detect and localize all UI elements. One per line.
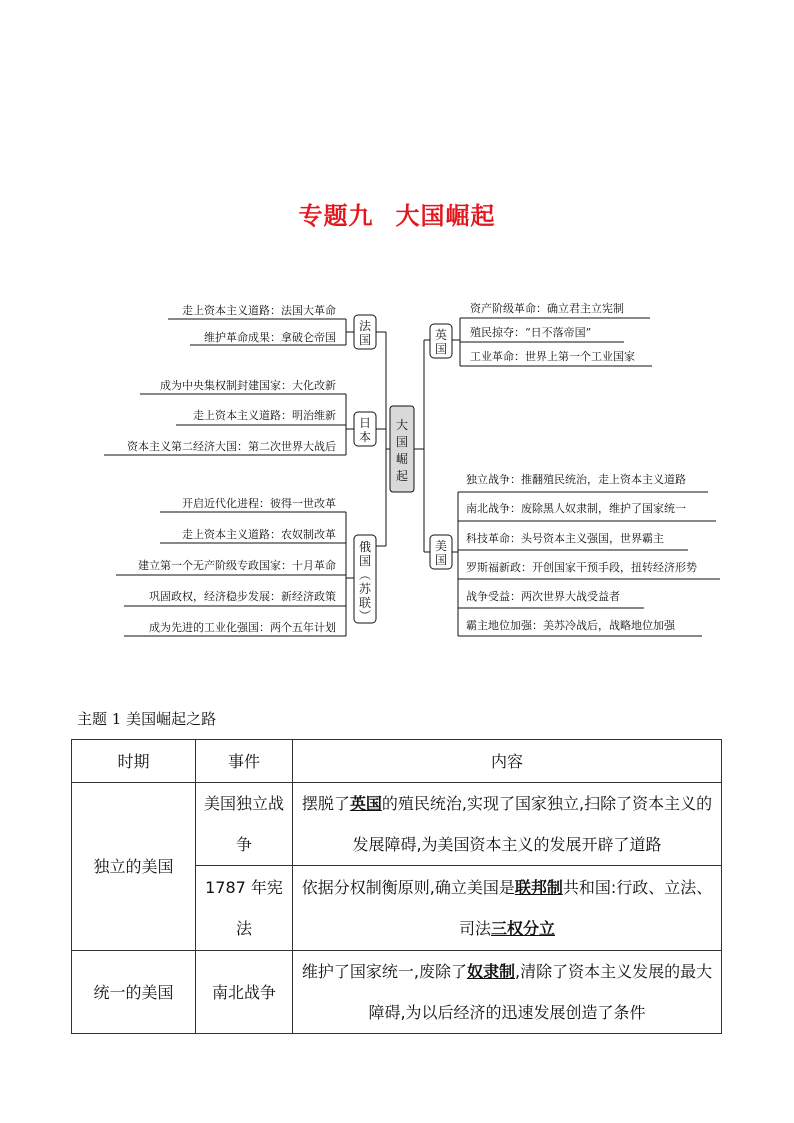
center-char: 崛 xyxy=(395,452,409,466)
key-term: 联邦制 xyxy=(514,878,563,897)
usa-item: 南北战争：废除黑人奴隶制，维护了国家统一 xyxy=(466,502,686,515)
japan-item: 成为中央集权制封建国家：大化改新 xyxy=(160,379,336,392)
japan-char: 本 xyxy=(358,430,372,444)
usa-item: 科技革命：头号资本主义强国，世界霸主 xyxy=(466,532,664,545)
britain-item: 资产阶级革命：确立君主立宪制 xyxy=(470,302,624,315)
center-char: 起 xyxy=(395,469,409,483)
content-cell xyxy=(293,866,722,951)
france-char: 国 xyxy=(358,333,372,347)
usa-item: 战争受益：两次世界大战受益者 xyxy=(466,590,620,603)
content-text: 依据分权制衡原则,确立美国是 xyxy=(301,878,515,897)
usa-item: 独立战争：推翻殖民统治，走上资本主义道路 xyxy=(466,473,686,486)
usa-char: 国 xyxy=(434,553,448,567)
title-part2: 大国崛起 xyxy=(395,202,496,230)
russia-char: ︵ xyxy=(358,568,372,582)
header-event: 事件 xyxy=(196,740,293,783)
usa-item: 罗斯福新政：开创国家干预手段，扭转经济形势 xyxy=(466,561,697,574)
header-period: 时期 xyxy=(72,740,196,783)
header-content: 内容 xyxy=(293,740,722,783)
russia-char: 联 xyxy=(358,596,372,610)
key-term: 奴隶制 xyxy=(466,962,515,981)
russia-item: 巩固政权，经济稳步发展：新经济政策 xyxy=(149,590,336,603)
russia-item: 建立第一个无产阶级专政国家：十月革命 xyxy=(138,559,336,572)
russia-item: 成为先进的工业化强国：两个五年计划 xyxy=(149,621,336,634)
content-cell xyxy=(293,951,722,1034)
usa-char: 美 xyxy=(434,539,448,553)
russia-char: 苏 xyxy=(358,582,372,596)
britain-item: 工业革命：世界上第一个工业国家 xyxy=(470,350,635,363)
content-text: 的殖民统治,实现了国家独立,扫除了资本主义的发展障碍,为美国资本主义的发展开辟了道路 xyxy=(352,794,713,854)
right-connector xyxy=(414,340,430,552)
content-text: ,清除了资本主义发展的最大障碍,为以后经济的迅速发展创造了条件 xyxy=(368,962,713,1022)
usa-item: 霸主地位加强：美苏冷战后，战略地位加强 xyxy=(466,619,675,632)
britain-bracket xyxy=(452,318,466,366)
period-cell: 统一的美国 xyxy=(72,951,196,1034)
france-bracket xyxy=(338,319,354,345)
title-part1: 专题九 xyxy=(298,202,374,230)
table-header-row xyxy=(72,740,722,783)
france-item: 走上资本主义道路：法国大革命 xyxy=(182,304,336,317)
britain-char: 英 xyxy=(434,328,448,342)
event-cell: 美国独立战争 xyxy=(196,783,293,866)
russia-item: 开启近代化进程：彼得一世改革 xyxy=(182,497,336,510)
content-text: 摆脱了 xyxy=(301,794,350,813)
center-char: 大 xyxy=(395,418,409,432)
japan-item: 走上资本主义道路：明治维新 xyxy=(193,409,336,422)
britain-item: 殖民掠夺：“日不落帝国” xyxy=(470,326,592,339)
russia-item: 走上资本主义道路：农奴制改革 xyxy=(182,528,336,541)
content-text: 维护了国家统一,废除了 xyxy=(301,962,467,981)
key-term: 英国 xyxy=(349,794,382,813)
russia-char: 国 xyxy=(358,554,372,568)
table-row xyxy=(72,783,722,866)
period-cell: 独立的美国 xyxy=(72,783,196,951)
event-cell: 南北战争 xyxy=(196,951,293,1034)
content-text: 共和国:行政、立法、司法 xyxy=(458,878,713,938)
section-title: 主题 1 美国崛起之路 xyxy=(77,710,217,728)
japan-item: 资本主义第二经济大国：第二次世界大战后 xyxy=(127,440,336,453)
usa-bracket xyxy=(452,492,464,636)
japan-char: 日 xyxy=(358,416,372,430)
event-cell: 1787 年宪法 xyxy=(196,866,293,951)
center-char: 国 xyxy=(395,435,409,449)
japan-bracket xyxy=(338,394,354,455)
us-rise-table xyxy=(71,739,722,1034)
france-item: 维护革命成果：拿破仑帝国 xyxy=(204,331,336,344)
table-row xyxy=(72,951,722,1034)
france-char: 法 xyxy=(358,319,372,333)
russia-bracket xyxy=(338,512,354,636)
left-connector xyxy=(376,332,390,546)
key-term: 三权分立 xyxy=(491,919,556,938)
content-cell xyxy=(293,783,722,866)
britain-char: 国 xyxy=(434,342,448,356)
russia-char: ︶ xyxy=(358,609,372,623)
russia-char: 俄 xyxy=(358,540,372,554)
